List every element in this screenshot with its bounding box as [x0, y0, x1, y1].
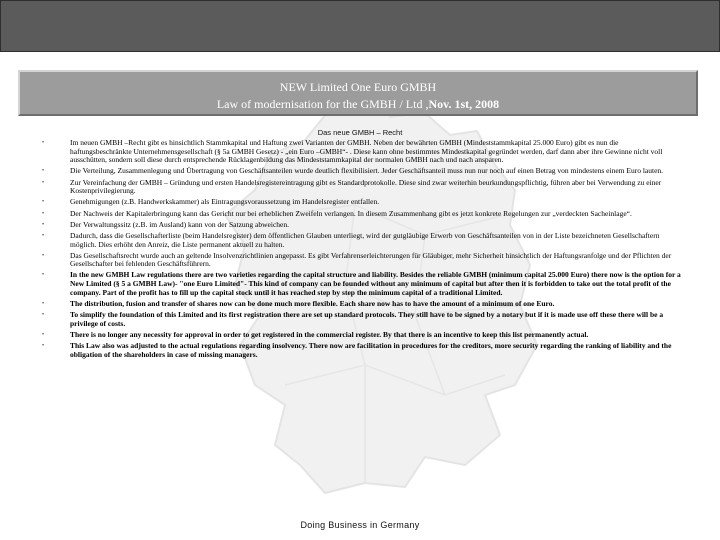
bullet-icon: •: [42, 168, 45, 175]
bullet-icon: •: [42, 210, 45, 217]
list-item-text: In the new GMBH Law regulations there are two varieties regarding the capital structure and liability. Besides the reliable GMBH (minimum capital 25.000 Euro) there now is the option for a New Limited (§ 5 a GMBH Law)- "one Euro Limited"- This kind of company can be founded without any minimum of capital but after then it is forbidden to take out the total profit of the company. Part of the profit has to fill up the capital stock until it has reached step by step the minimum capital of a traditional Limited.: [70, 270, 681, 297]
bullet-icon: •: [42, 232, 45, 239]
list-item: [42, 311, 682, 328]
list-item: [42, 221, 682, 230]
list-item-text: Das Gesellschaftsrecht wurde auch an geltende Insolvenzrichtlinien angepasst. Es gibt Verfahrenserleichterungen für Gläubiger, mehr Sicherheit hinsichtlich der Haftungsranfolge und der Pflichten der Gesellschafter bei fehlenden Geschäftsführern.: [70, 250, 672, 269]
slide-title-law: Law of modernisation for the GMBH / Ltd ,: [216, 97, 429, 111]
list-item-text: To simplify the foundation of this Limited and its first registration there are set up standard protocols. They still have to be signed by a notary but if it is made use off these there will be a privilege of costs.: [70, 310, 664, 328]
list-item: [42, 252, 682, 269]
top-bar: [0, 0, 720, 52]
bullet-icon: •: [42, 252, 45, 259]
bullet-list: [42, 139, 682, 362]
bullet-icon: •: [42, 312, 45, 319]
bullet-icon: •: [42, 343, 45, 349]
list-item: [42, 139, 682, 165]
list-item-text: The distribution, fusion and transfer of shares now can be done much more flexible. Each share now has to have the amount of a minimum of one Euro.: [70, 298, 555, 308]
bullet-icon: •: [42, 179, 45, 186]
list-item: [42, 300, 682, 309]
list-item: [42, 342, 682, 359]
slide-title-line2: [20, 96, 696, 113]
list-item: [42, 167, 682, 176]
bullet-icon: •: [42, 140, 45, 146]
slide-footer: Doing Business in Germany: [300, 520, 420, 530]
list-item: [42, 232, 682, 249]
slide-title-line1: NEW Limited One Euro GMBH: [279, 80, 437, 94]
section-subtitle: Das neue GMBH – Recht: [317, 128, 403, 137]
list-item-text: Der Verwaltungssitz (z.B. im Ausland) kann von der Satzung abweichen.: [70, 219, 289, 229]
slide-title-box: [18, 70, 698, 116]
list-item-text: Die Verteilung, Zusammenlegung und Übertragung von Geschäftsanteilen wurde deutlich flexibilisiert. Jeder Geschäftsanteil muss nun nur noch auf einen Betrag von mindestens einem Euro lauten.: [70, 166, 664, 176]
bullet-icon: •: [42, 272, 45, 279]
bullet-icon: •: [42, 331, 45, 338]
list-item-text: Genehmigungen (z.B. Handwerkskammer) als Eintragungsvoraussetzung im Handelsregister entfallen.: [70, 197, 380, 207]
list-item-text: Im neuen GMBH –Recht gibt es hinsichtlich Stammkapital und Haftung zwei Varianten der GMBH. Neben der bewährten GMBH (Mindeststammkapital 25.000 Euro) gibt es nun die haftungsbeschränkte Unternehmensgesellschaft (§ 5a GMBH Gesetz) - „ein Euro –GMBH“- . Diese kann ohne bestimmtes Mindestkapital gegründet werden, darf dann aber ihre Gewinne nicht voll ausschütten, sondern soll diese durch entsprechende Rücklagenbildung das Mindeststammkapital der normalen GMBH nach und nach ansparen.: [70, 138, 663, 165]
list-item-text: Dadurch, dass die Gesellschafterliste (beim Handelsregister) dem öffentlichen Glauben unterliegt, wird der gutgläubige Erwerb von Geschäftsanteilen von in der Liste bezeichneten Gesellschaftern möglich. Dies erhöht den Anreiz, die Liste permanent aktuell zu halten.: [70, 230, 660, 249]
bullet-icon: •: [42, 300, 45, 307]
list-item: [42, 198, 682, 207]
list-item-text: Zur Vereinfachung der GMBH – Gründung und ersten Handelsregistereintragung gibt es Standardprotokolle. Diese sind zwar weiterhin beurkundungspflichtig, führen aber bei Verwendung zu einer Kostenprivilegierung.: [70, 177, 662, 196]
slide-title-date: Nov. 1st, 2008: [428, 97, 500, 111]
list-item-text: There is no longer any necessity for approval in order to get registered in the commercial register. By that there is an incentive to keep this list permanently actual.: [70, 329, 589, 339]
list-item-text: Der Nachweis der Kapitalerbringung kann das Gericht nur bei erheblichen Zweifeln verlangen. In diesem Zusammenhang gibt es jetzt konkrete Regelungen zur „verdeckten Sacheinlage“.: [70, 208, 632, 218]
list-item: [42, 271, 682, 297]
list-item: [42, 179, 682, 196]
list-item-text: This Law also was adjusted to the actual regulations regarding insolvency. There now are facilitation in procedures for the creditors, more security regarding the ranking of liability and the obligation of the shareholders in case of missing managers.: [70, 341, 672, 359]
bullet-icon: •: [42, 199, 45, 206]
list-item: [42, 331, 682, 340]
bullet-icon: •: [42, 221, 45, 228]
list-item: [42, 210, 682, 219]
